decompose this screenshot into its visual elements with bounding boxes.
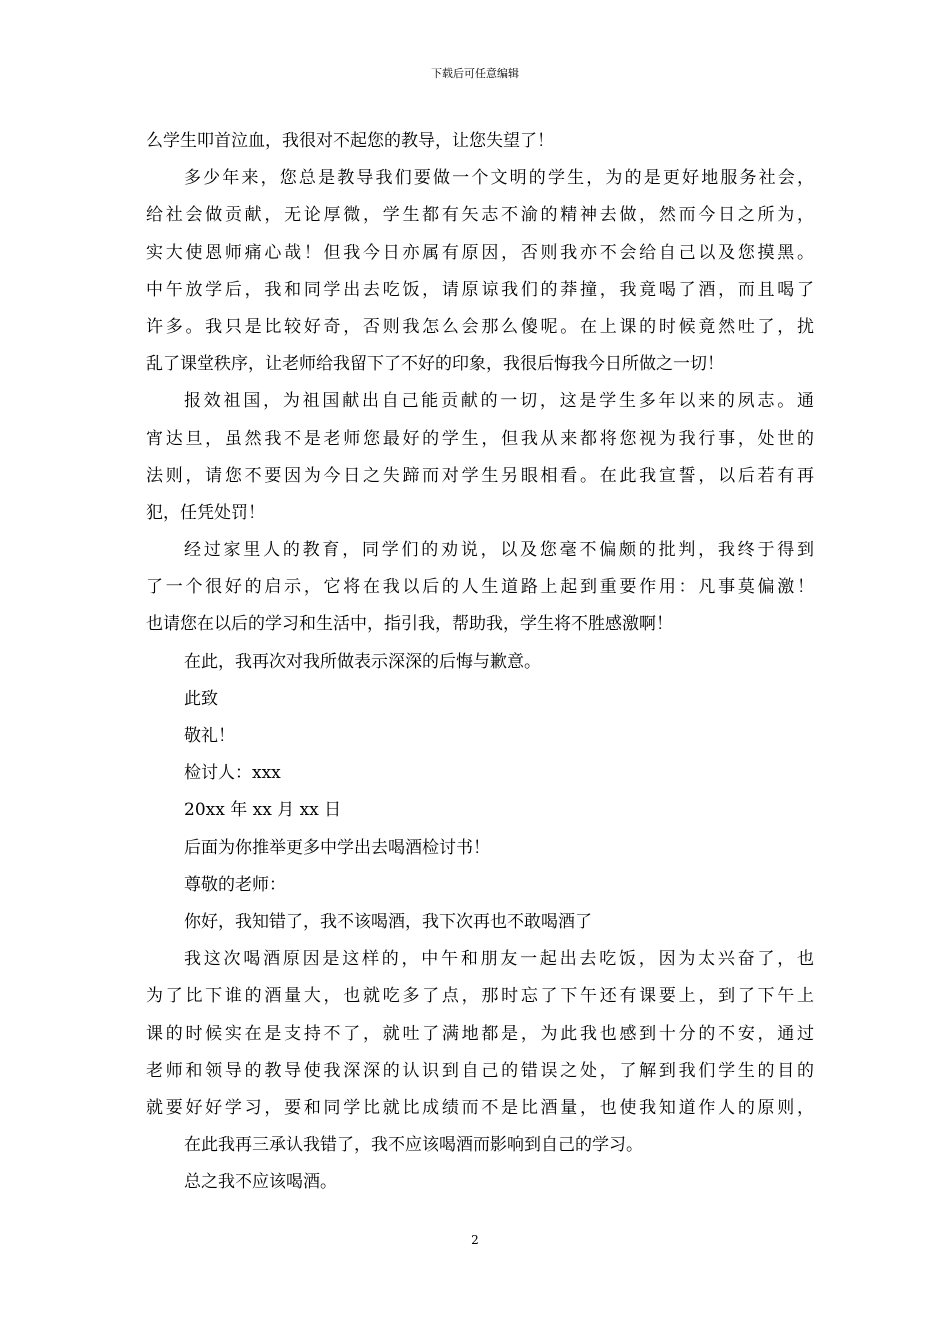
text-line: 乱了课堂秩序，让老师给我留下了不好的印象，我很后悔我今日所做之一切！ (146, 354, 724, 375)
text-line: 报效祖国，为祖国献出自己能贡献的一切，这是学生多年以来的夙志。通 (184, 391, 814, 412)
text-line: 了一个很好的启示，它将在我以后的人生道路上起到重要作用：凡事莫偏激！ (146, 577, 814, 598)
text-line: 宵达旦，虽然我不是老师您最好的学生，但我从来都将您视为我行事，处世的 (146, 428, 814, 449)
text-line: 犯，任凭处罚！ (146, 502, 265, 523)
text-line: 为了比下谁的酒量大，也就吃多了点，那时忘了下午还有课要上，到了下午上 (146, 986, 814, 1007)
text-line: 经过家里人的教育，同学们的劝说，以及您毫不偏颇的批判，我终于得到 (184, 540, 814, 561)
text-line: 老师和领导的教导使我深深的认识到自己的错误之处，了解到我们学生的目的 (146, 1060, 814, 1081)
text-line: 在此，我再次对我所做表示深深的后悔与歉意。 (184, 651, 541, 672)
text-line: 检讨人：xxx (184, 763, 281, 784)
text-line: 许多。我只是比较好奇，否则我怎么会那么傻呢。在上课的时候竟然吐了，扰 (146, 316, 814, 337)
text-line: 总之我不应该喝酒。 (184, 1172, 337, 1193)
text-line: 我这次喝酒原因是这样的，中午和朋友一起出去吃饭，因为太兴奋了，也 (184, 949, 814, 970)
text-line: 尊敬的老师： (184, 874, 286, 895)
text-line: 就要好好学习，要和同学比就比成绩而不是比酒量，也使我知道作人的原则， (146, 1097, 814, 1118)
text-line: 后面为你推举更多中学出去喝酒检讨书！ (184, 837, 490, 858)
text-line: 20xx 年 xx 月 xx 日 (184, 800, 342, 821)
text-line: 在此我再三承认我错了，我不应该喝酒而影响到自己的学习。 (184, 1135, 643, 1156)
header-note: 下载后可任意编辑 (431, 67, 519, 80)
text-line: 此致 (184, 688, 218, 709)
text-line: 你好，我知错了，我不该喝酒，我下次再也不敢喝酒了 (184, 911, 592, 932)
text-line: 多少年来，您总是教导我们要做一个文明的学生，为的是更好地服务社会， (184, 168, 814, 189)
text-line: 法则，请您不要因为今日之失蹄而对学生另眼相看。在此我宣誓，以后若有再 (146, 465, 814, 486)
text-line: 敬礼！ (184, 726, 235, 746)
text-line: 课的时候实在是支持不了，就吐了满地都是，为此我也感到十分的不安，通过 (146, 1023, 814, 1044)
text-line: 也请您在以后的学习和生活中，指引我，帮助我，学生将不胜感激啊！ (146, 614, 673, 635)
text-line: 么学生叩首泣血，我很对不起您的教导，让您失望了！ (146, 131, 554, 151)
text-line: 实大使恩师痛心哉！但我今日亦属有原因，否则我亦不会给自己以及您摸黑。 (146, 242, 814, 263)
text-line: 给社会做贡献，无论厚微，学生都有矢志不渝的精神去做，然而今日之所为， (146, 205, 814, 226)
document-body (146, 123, 814, 1201)
page-number: 2 (471, 1233, 479, 1247)
text-line: 中午放学后，我和同学出去吃饭，请原谅我们的莽撞，我竟喝了酒，而且喝了 (146, 279, 814, 300)
